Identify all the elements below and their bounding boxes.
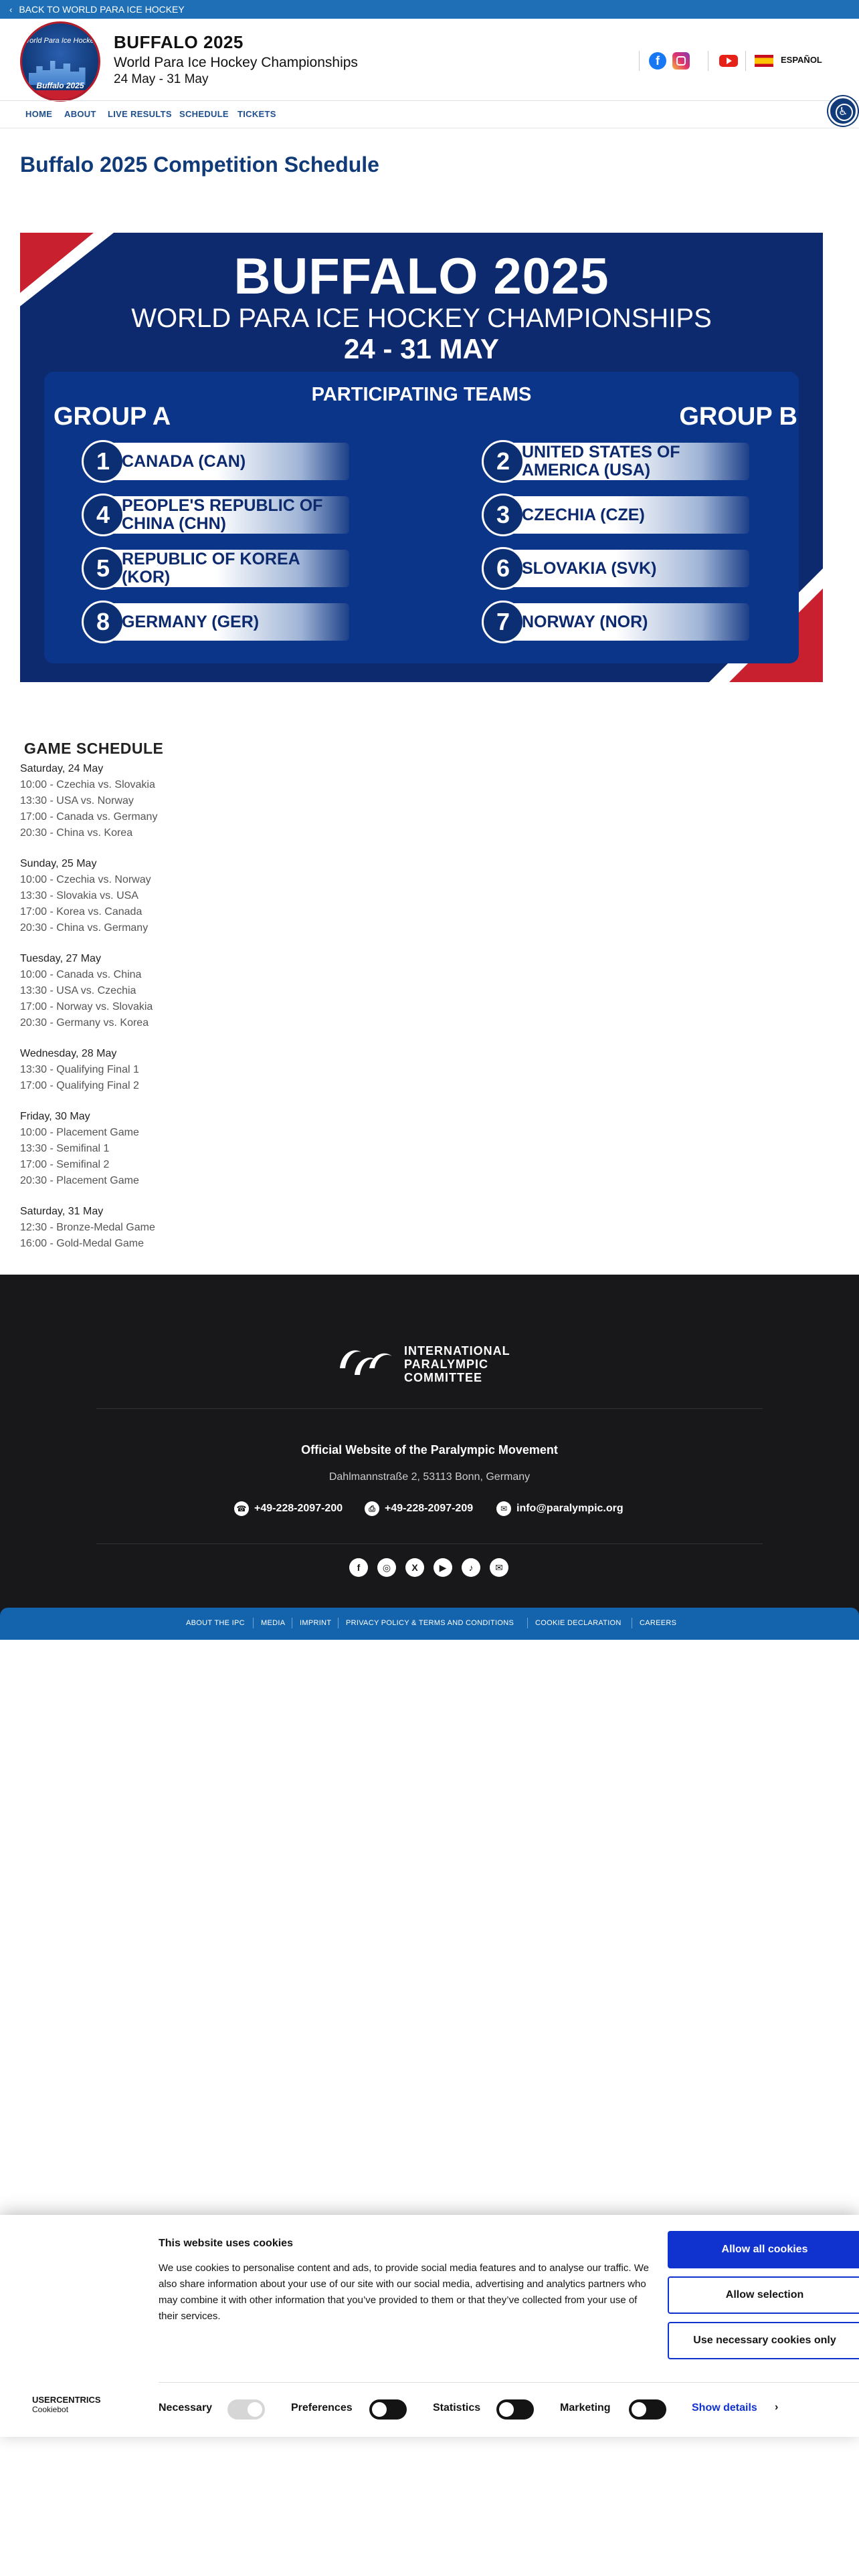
legal-link-privacy[interactable]: PRIVACY POLICY & TERMS AND CONDITIONS xyxy=(346,1619,514,1627)
team-seed: 3 xyxy=(482,494,524,536)
team-group-a xyxy=(82,494,349,536)
fax-icon xyxy=(365,1501,379,1516)
category-necessary: Necessary xyxy=(159,2402,213,2413)
team-group-b xyxy=(482,601,749,643)
legal-link-media[interactable]: MEDIA xyxy=(261,1619,286,1627)
team-name: REPUBLIC OF KOREA (KOR) xyxy=(122,550,300,586)
team-name: SLOVAKIA (SVK) xyxy=(522,558,657,578)
game-item: 10:00 - Placement Game xyxy=(20,1127,139,1138)
team-name: PEOPLE'S REPUBLIC OF CHINA (CHN) xyxy=(122,496,323,533)
site-subtitle: World Para Ice Hockey Championships xyxy=(114,55,358,70)
statistics-toggle[interactable] xyxy=(496,2399,534,2420)
footer-email[interactable] xyxy=(496,1501,624,1517)
teams-banner xyxy=(20,233,823,682)
legal-bar xyxy=(0,1608,859,1640)
necessary-only-button[interactable]: Use necessary cookies only xyxy=(668,2322,859,2359)
team-seed: 7 xyxy=(482,601,524,643)
footer-fax[interactable] xyxy=(365,1501,473,1517)
game-item: 13:30 - USA vs. Norway xyxy=(20,795,134,807)
game-item: 13:30 - Slovakia vs. USA xyxy=(20,890,138,901)
nav-home[interactable]: HOME xyxy=(25,109,53,119)
allow-selection-button[interactable]: Allow selection xyxy=(668,2276,859,2314)
nav-schedule[interactable]: SCHEDULE xyxy=(179,109,229,119)
schedule-day xyxy=(20,1046,421,1094)
game-item: 13:30 - Semifinal 1 xyxy=(20,1143,110,1154)
ipc-logo-line: COMMITTEE xyxy=(404,1371,482,1384)
participating-heading: PARTICIPATING TEAMS xyxy=(311,384,532,405)
game-item: 17:00 - Korea vs. Canada xyxy=(20,906,142,918)
ipc-logo-text[interactable] xyxy=(404,1344,510,1384)
allow-all-cookies-button[interactable]: Allow all cookies xyxy=(668,2231,859,2268)
nav-live-results[interactable]: LIVE RESULTS xyxy=(108,109,172,119)
day-heading: Friday, 30 May xyxy=(20,1111,90,1122)
header-divider xyxy=(639,51,640,71)
cookie-divider xyxy=(159,2382,859,2383)
legal-link-imprint[interactable]: IMPRINT xyxy=(300,1619,332,1627)
game-item: 17:00 - Canada vs. Germany xyxy=(20,811,158,823)
category-marketing: Marketing xyxy=(560,2402,611,2413)
team-group-b xyxy=(482,547,749,590)
category-preferences: Preferences xyxy=(291,2402,353,2413)
legal-separator xyxy=(253,1618,254,1628)
ipc-logo-line: PARALYMPIC xyxy=(404,1358,489,1371)
site-footer xyxy=(0,1275,859,1640)
legal-link-about[interactable]: ABOUT THE IPC xyxy=(186,1619,245,1627)
accessibility-icon[interactable] xyxy=(828,96,858,126)
legal-link-careers[interactable]: CAREERS xyxy=(640,1619,677,1627)
group-a-label: GROUP A xyxy=(54,403,171,431)
event-logo[interactable] xyxy=(20,21,100,102)
cookie-title: This website uses cookies xyxy=(159,2238,293,2249)
fax-text: +49-228-2097-209 xyxy=(385,1503,474,1514)
footer-divider xyxy=(96,1408,763,1409)
legal-link-cookies[interactable]: COOKIE DECLARATION xyxy=(535,1619,622,1627)
group-b-label: GROUP B xyxy=(679,403,797,431)
footer-official: Official Website of the Paralympic Movement xyxy=(301,1443,558,1457)
game-item: 13:30 - USA vs. Czechia xyxy=(20,985,136,996)
phone-text: +49-228-2097-200 xyxy=(254,1503,343,1514)
team-name: NORWAY (NOR) xyxy=(522,612,648,631)
team-group-a xyxy=(82,440,349,483)
mail-icon[interactable]: ✉ xyxy=(490,1558,508,1577)
logo-line1: World Para Ice Hockey xyxy=(22,37,98,45)
tiktok-icon[interactable]: ♪ xyxy=(462,1558,480,1577)
team-seed: 5 xyxy=(82,547,124,590)
mail-icon xyxy=(496,1501,511,1516)
team-seed: 8 xyxy=(82,601,124,643)
day-heading: Tuesday, 27 May xyxy=(20,953,101,964)
team-name: GERMANY (GER) xyxy=(122,612,260,631)
team-group-a xyxy=(82,601,349,643)
marketing-toggle[interactable] xyxy=(629,2399,666,2420)
show-details-link[interactable]: Show details xyxy=(692,2402,757,2413)
language-switch[interactable]: ESPAÑOL xyxy=(781,55,822,65)
game-item: 20:30 - China vs. Korea xyxy=(20,827,133,839)
brand-sub: Cookiebot xyxy=(32,2405,69,2414)
legal-separator xyxy=(338,1618,339,1628)
day-heading: Saturday, 31 May xyxy=(20,1206,104,1217)
usercentrics-logo[interactable] xyxy=(32,2395,101,2414)
game-item: 10:00 - Canada vs. China xyxy=(20,969,142,980)
youtube-icon[interactable] xyxy=(719,55,738,67)
game-item: 17:00 - Semifinal 2 xyxy=(20,1159,110,1170)
facebook-icon[interactable]: f xyxy=(649,52,666,70)
game-item: 12:30 - Bronze-Medal Game xyxy=(20,1222,155,1233)
page-title: Buffalo 2025 Competition Schedule xyxy=(20,152,379,177)
spain-flag-icon[interactable] xyxy=(755,55,773,67)
schedule-day xyxy=(20,761,421,841)
schedule-day xyxy=(20,1109,421,1189)
banner-dates: 24 - 31 MAY xyxy=(344,333,499,364)
logo-band xyxy=(22,90,98,100)
schedule-day xyxy=(20,1204,421,1252)
instagram-icon[interactable] xyxy=(672,52,690,70)
main-nav xyxy=(0,100,859,128)
banner-subtitle: WORLD PARA ICE HOCKEY CHAMPIONSHIPS xyxy=(131,304,712,333)
nav-tickets[interactable]: TICKETS xyxy=(237,109,276,119)
chevron-left-icon: ‹ xyxy=(9,5,13,15)
game-item: 17:00 - Norway vs. Slovakia xyxy=(20,1001,153,1012)
footer-address: Dahlmannstraße 2, 53113 Bonn, Germany xyxy=(328,1471,531,1483)
schedule-day xyxy=(20,856,421,936)
phone-icon xyxy=(234,1501,249,1516)
team-name: UNITED STATES OF AMERICA (USA) xyxy=(522,443,680,479)
footer-divider xyxy=(96,1543,763,1544)
day-heading: Saturday, 24 May xyxy=(20,763,104,774)
banner-title: BUFFALO 2025 xyxy=(233,248,609,305)
game-item: 20:30 - Germany vs. Korea xyxy=(20,1017,149,1029)
nav-about[interactable]: ABOUT xyxy=(64,109,96,119)
team-group-b xyxy=(482,494,749,536)
legal-separator xyxy=(527,1618,528,1628)
cookie-banner xyxy=(0,2215,859,2437)
schedule-day xyxy=(20,951,421,1031)
schedule-title: GAME SCHEDULE xyxy=(24,740,164,757)
header-divider xyxy=(745,51,746,71)
site-title: BUFFALO 2025 xyxy=(114,32,244,52)
game-item: 16:00 - Gold-Medal Game xyxy=(20,1238,144,1249)
email-text: info@paralympic.org xyxy=(516,1503,624,1514)
day-heading: Wednesday, 28 May xyxy=(20,1048,117,1059)
game-item: 10:00 - Czechia vs. Norway xyxy=(20,874,151,885)
team-name: CANADA (CAN) xyxy=(122,451,246,471)
instagram-icon[interactable]: ◎ xyxy=(377,1558,396,1577)
team-group-b xyxy=(482,440,749,483)
day-heading: Sunday, 25 May xyxy=(20,858,97,869)
team-seed: 6 xyxy=(482,547,524,590)
back-link-label: BACK TO WORLD PARA ICE HOCKEY xyxy=(19,4,185,15)
site-dates: 24 May - 31 May xyxy=(114,72,209,86)
game-schedule xyxy=(20,761,421,1267)
necessary-toggle xyxy=(227,2399,265,2420)
game-item: 20:30 - Placement Game xyxy=(20,1175,139,1186)
game-item: 17:00 - Qualifying Final 2 xyxy=(20,1080,139,1091)
team-seed: 1 xyxy=(82,440,124,483)
youtube-icon[interactable]: ▶ xyxy=(434,1558,452,1577)
ipc-logo-line: INTERNATIONAL xyxy=(404,1344,510,1358)
cookie-body: We use cookies to personalise content and ads, to provide social media features and to analyse our traffic. We also share information about your use of our site with our social media, advertising and analytics partners who may combine it with other information that you’ve provided to them or that they’ve collected from your use of their services. xyxy=(159,2262,649,2322)
facebook-icon[interactable]: f xyxy=(349,1558,368,1577)
game-item: 20:30 - China vs. Germany xyxy=(20,922,149,934)
x-icon[interactable]: X xyxy=(405,1558,424,1577)
team-seed: 4 xyxy=(82,494,124,536)
back-link[interactable] xyxy=(0,0,859,19)
brand-name: USERCENTRICS xyxy=(32,2395,101,2405)
preferences-toggle[interactable] xyxy=(369,2399,407,2420)
chevron-right-icon: › xyxy=(775,2401,779,2413)
game-item: 10:00 - Czechia vs. Slovakia xyxy=(20,779,155,790)
footer-phone[interactable] xyxy=(234,1501,343,1517)
game-item: 13:30 - Qualifying Final 1 xyxy=(20,1064,139,1075)
category-statistics: Statistics xyxy=(433,2402,481,2413)
team-seed: 2 xyxy=(482,440,524,483)
ipc-agitos-icon xyxy=(335,1341,395,1382)
team-name: CZECHIA (CZE) xyxy=(522,505,645,524)
logo-line2: Buffalo 2025 xyxy=(36,81,84,90)
team-group-a xyxy=(82,547,349,590)
